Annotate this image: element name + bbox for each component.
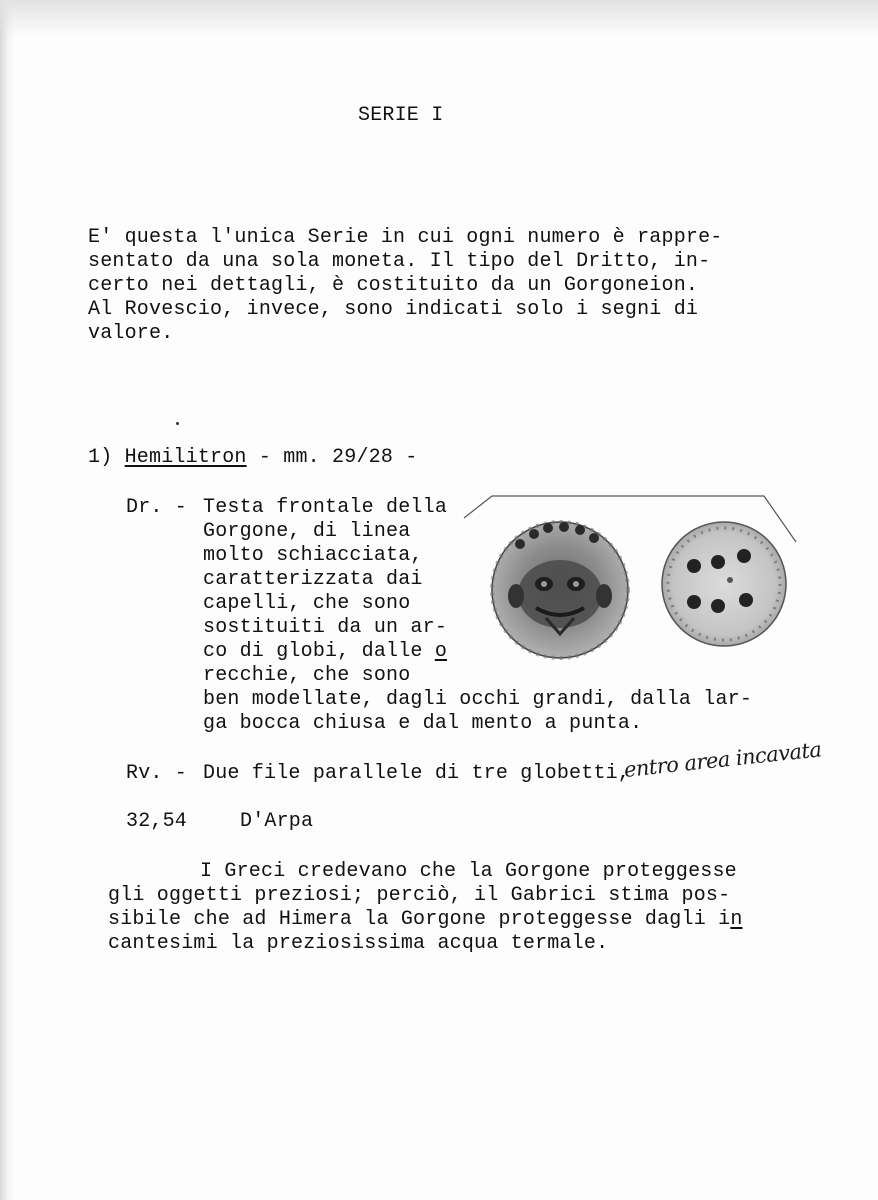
weight-value: 32,54 bbox=[126, 810, 188, 833]
obverse-line-7-text: co di globi, dalle bbox=[203, 640, 435, 663]
entry-name: Hemilitron bbox=[124, 446, 247, 469]
handwritten-annotation: entro area incavata bbox=[622, 737, 823, 782]
obverse-line-8: recchie, che sono bbox=[203, 664, 411, 687]
note-line-4: cantesimi la preziosissima acqua termale. bbox=[108, 932, 609, 955]
scan-speck bbox=[176, 422, 179, 425]
gorgoneion-coin-photo-icon bbox=[492, 522, 628, 658]
entry-number: 1) bbox=[88, 446, 113, 469]
obverse-line-2: Gorgone, di linea bbox=[203, 520, 411, 543]
reverse-text: Due file parallele di tre globetti, bbox=[203, 762, 631, 785]
note-line-3-text: sibile che ad Himera la Gorgone proteggesse dagli i bbox=[108, 908, 731, 931]
obverse-line-7 bbox=[203, 640, 447, 664]
entry-size: - mm. 29/28 - bbox=[246, 446, 418, 469]
intro-line-2: sentato da una sola moneta. Il tipo del Dritto, in- bbox=[88, 250, 711, 273]
obverse-line-10: ga bocca chiusa e dal mento a punta. bbox=[203, 712, 643, 735]
obverse-line-3: molto schiacciata, bbox=[203, 544, 423, 567]
scan-left-edge bbox=[0, 0, 14, 1200]
intro-line-3: certo nei dettagli, è costituito da un Gorgoneion. bbox=[88, 274, 699, 297]
coin-photo-plate bbox=[460, 492, 798, 682]
note-line-2: gli oggetti preziosi; perciò, il Gabrici stima pos- bbox=[108, 884, 731, 907]
note-line-1: I Greci credevano che la Gorgone proteggesse bbox=[200, 860, 737, 883]
obverse-underlined-letter: o bbox=[434, 640, 448, 663]
obverse-label: Dr. - bbox=[126, 496, 188, 519]
obverse-line-1: Testa frontale della bbox=[203, 496, 448, 519]
intro-line-4: Al Rovescio, invece, sono indicati solo i segni di bbox=[88, 298, 699, 321]
page-title: SERIE I bbox=[358, 104, 444, 127]
intro-line-5: valore. bbox=[88, 322, 174, 345]
collection-name: D'Arpa bbox=[240, 810, 314, 833]
scan-top-edge bbox=[0, 0, 878, 36]
obverse-line-9: ben modellate, dagli occhi grandi, dalla lar- bbox=[203, 688, 753, 711]
obverse-line-5: capelli, che sono bbox=[203, 592, 411, 615]
obverse-line-6: sostituiti da un ar- bbox=[203, 616, 448, 639]
reverse-label: Rv. - bbox=[126, 762, 188, 785]
entry-header bbox=[88, 446, 417, 470]
intro-line-1: E' questa l'unica Serie in cui ogni numero è rappre- bbox=[88, 226, 723, 249]
six-pellets-coin-photo-icon bbox=[662, 522, 786, 646]
note-line-3 bbox=[108, 908, 743, 932]
obverse-line-4: caratterizzata dai bbox=[203, 568, 423, 591]
note-underlined-letter: n bbox=[730, 908, 743, 931]
